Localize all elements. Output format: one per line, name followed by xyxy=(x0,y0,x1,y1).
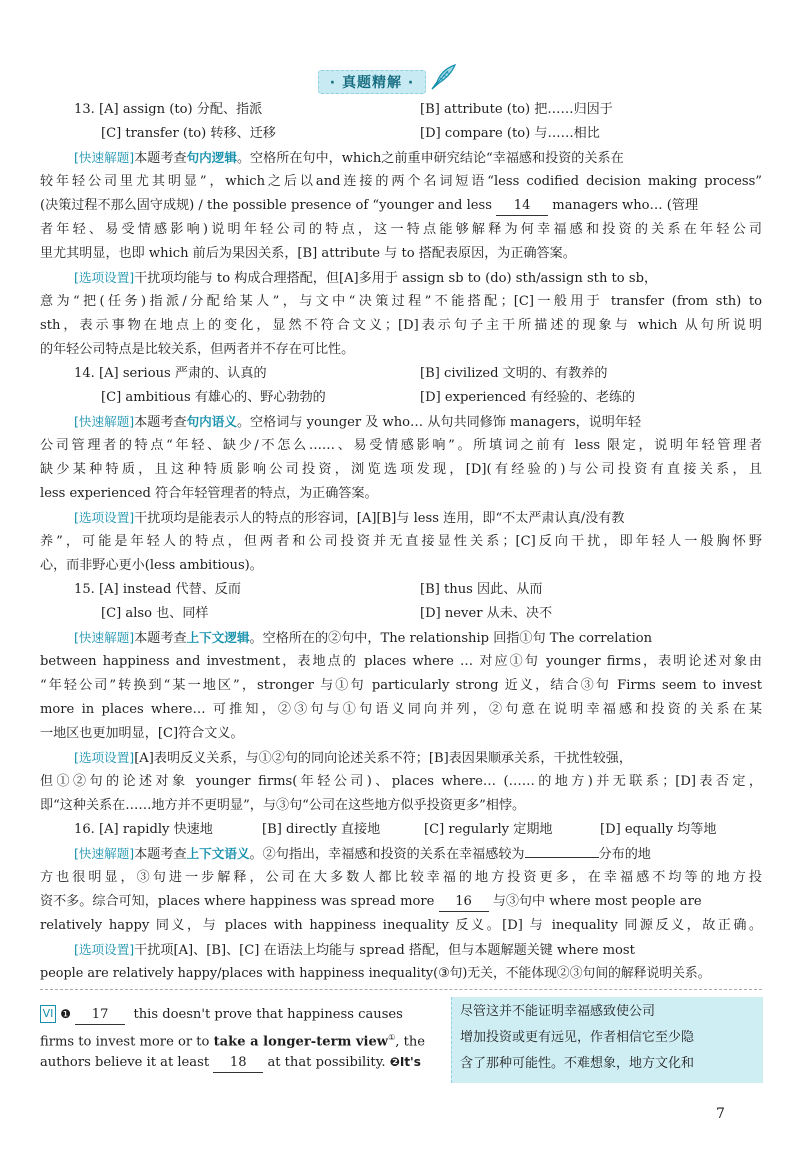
blank-14: 14 xyxy=(496,197,548,216)
text-line: people are relatively happy/places with happiness inequality(③句)无关，不能体现②③句间的解释说明关系。 xyxy=(40,966,711,981)
text-line: less experienced 符合年轻管理者的特点，为正确答案。 xyxy=(40,486,378,501)
q16-option-a: 16. [A] rapidly 快速地 xyxy=(74,822,213,837)
q14-fast-line: [快速解题]本题考查句内语义。空格词与 younger 及 who… 从句共同修饰 managers，说明年轻 xyxy=(74,414,642,430)
q14-option-analysis: [选项设置]干扰项均是能表示人的特点的形容词，[A][B]与 less 连用，即“不太严肃认真/没有教 xyxy=(74,510,625,526)
text-line: 意为“把(任务)指派/分配给某人”，与文中“决策过程”不能搭配；[C]一般用于 transfer (from sth) to xyxy=(40,294,762,309)
q16-option-d: [D] equally 均等地 xyxy=(600,822,717,837)
text-line: 缺少某种特质，且这种特质影响公司投资，浏览选项发现，[D](有经验的)与公司投资有直接关系，且 xyxy=(40,462,762,477)
translation-line: 增加投资或更有远见，作者相信它至少隐 xyxy=(460,1030,695,1045)
q16-fast-line: [快速解题]本题考查上下文语义。②句指出，幸福感和投资的关系在幸福感较为 分布的地 xyxy=(74,846,651,862)
blank-18: 18 xyxy=(213,1054,263,1073)
option-analysis-tag: [选项设置] xyxy=(74,750,135,765)
translation-line: 含了那种可能性。不难想象，地方文化和 xyxy=(460,1056,695,1071)
text-line: 资不多。综合可知，places where happiness was spread more 16 与③句中 where most people are xyxy=(40,890,762,914)
translation-line: 尽管这并不能证明幸福感致使公司 xyxy=(460,1004,656,1019)
translation-box xyxy=(451,997,763,1083)
text-line: between happiness and investment，表地点的 places where … 对应①句 younger firms，表明论述对象由 xyxy=(40,654,762,669)
blank-answer xyxy=(525,857,599,858)
text-line: 者年轻、易受情感影响)说明年轻公司的特点，这一特点能够解释为何幸福感和投资的关系在年轻公司 xyxy=(40,222,762,237)
text-line: more in places where… 可推知，②③句与①句语义同向并列，②句意在说明幸福感和投资的关系在某 xyxy=(40,702,762,717)
fast-solution-tag: [快速解题] xyxy=(74,150,135,165)
fast-solution-tag: [快速解题] xyxy=(74,846,135,861)
q14-option-c: [C] ambitious 有雄心的、野心勃勃的 xyxy=(101,390,326,405)
text-line: 的年轻公司特点是比较关系，但两者并不存在可比性。 xyxy=(40,342,355,357)
keyword: 句内逻辑 xyxy=(186,150,237,165)
text-line: relatively happy 同义，与 places with happiness inequality 反义。[D] 与 inequality 同源反义，故正确。 xyxy=(40,918,762,933)
passage-line: firms to invest more or to take a longer-term view①, the xyxy=(40,1033,426,1050)
text-line: 方也很明显，③句进一步解释，公司在大多数人都比较幸福的地方投资更多，在幸福感不均等的地方投 xyxy=(40,870,762,885)
keyword: 上下文逻辑 xyxy=(186,630,250,645)
section-divider xyxy=(40,989,762,990)
option-analysis-tag: [选项设置] xyxy=(74,270,135,285)
q16-option-b: [B] directly 直接地 xyxy=(262,822,381,837)
paragraph-marker: VI xyxy=(40,1005,56,1023)
keyword: 句内语义 xyxy=(186,414,237,429)
text-line: 但①②句的论述对象 younger firms(年轻公司)、places where… (……的地方)并无联系；[D]表否定， xyxy=(40,774,762,789)
q13-fast-line: [快速解题]本题考查句内逻辑。空格所在句中，which之前重申研究结论“幸福感和投资的关系在 xyxy=(74,150,624,166)
text-line: 养”，可能是年轻人的特点，但两者和公司投资并无直接显性关系；[C]反向干扰，即年轻人一般胸怀野 xyxy=(40,534,762,549)
fast-solution-tag: [快速解题] xyxy=(74,630,135,645)
quill-pen-icon xyxy=(428,62,458,92)
q13-option-a: 13. [A] assign (to) 分配、指派 xyxy=(74,102,263,117)
text-line: “年轻公司”转换到“某一地区”，stronger 与①句 particularly strong 近义，结合③句 Firms seem to invest xyxy=(40,678,762,693)
passage-line: authors believe it at least 18 at that possibility. ❷It's xyxy=(40,1050,438,1074)
q15-option-b: [B] thus 因此、从而 xyxy=(420,582,543,597)
q14-option-b: [B] civilized 文明的、有教养的 xyxy=(420,366,608,381)
q16-option-c: [C] regularly 定期地 xyxy=(424,822,553,837)
passage-line: VI ❶ 17 this doesn't prove that happiness causes xyxy=(40,1002,438,1026)
text-line: 一地区也更加明显，[C]符合文义。 xyxy=(40,726,244,741)
keyword: 上下文语义 xyxy=(186,846,250,861)
highlight-phrase: take a longer-term view xyxy=(213,1034,389,1050)
q15-option-d: [D] never 从未、决不 xyxy=(420,606,553,621)
fast-solution-tag: [快速解题] xyxy=(74,414,135,429)
option-analysis-tag: [选项设置] xyxy=(74,510,135,525)
q15-option-analysis: [选项设置][A]表明反义关系，与①②句的同向论述关系不符；[B]表因果顺承关系，干扰性较强， xyxy=(74,750,632,766)
q14-option-d: [D] experienced 有经验的、老练的 xyxy=(420,390,636,405)
q13-option-d: [D] compare (to) 与……相比 xyxy=(420,126,600,141)
option-analysis-tag: [选项设置] xyxy=(74,942,135,957)
text-line: (决策过程不那么固守成规) / the possible presence of “younger and less 14 managers who… (管理 xyxy=(40,194,762,218)
q14-option-a: 14. [A] serious 严肃的、认真的 xyxy=(74,366,267,381)
page-number: 7 xyxy=(716,1106,725,1122)
q15-fast-line: [快速解题]本题考查上下文逻辑。空格所在的②句中，The relationship 回指①句 The correlation xyxy=(74,630,653,646)
text-line: 较年轻公司里尤其明显”，which之后以and连接的两个名词短语“less codified decision making process” xyxy=(40,174,762,189)
q13-option-b: [B] attribute (to) 把……归因于 xyxy=(420,102,613,117)
q15-option-c: [C] also 也、同样 xyxy=(101,606,209,621)
text-line: sth，表示事物在地点上的变化，显然不符合文义；[D]表示句子主干所描述的现象与 which 从句所说明 xyxy=(40,318,762,333)
q13-option-analysis: [选项设置]干扰项均能与 to 构成合理搭配，但[A]多用于 assign sb to (do) sth/assign sth to sb， xyxy=(74,270,658,286)
q13-option-c: [C] transfer (to) 转移、迁移 xyxy=(101,126,276,141)
q15-option-a: 15. [A] instead 代替、反而 xyxy=(74,582,241,597)
text-line: 即“这种关系在……地方并不更明显”，与③句“公司在这些地方似乎投资更多”相悖。 xyxy=(40,798,526,813)
text-line: 里尤其明显，也即 which 前后为果因关系，[B] attribute 与 to 搭配表原因，为正确答案。 xyxy=(40,246,576,261)
blank-16: 16 xyxy=(439,893,489,912)
text-line: 心，而非野心更小(less ambitious)。 xyxy=(40,558,263,573)
text-line: 公司管理者的特点“年轻、缺少/不怎么……、易受情感影响”。所填词之前有 less 限定，说明年轻管理者 xyxy=(40,438,762,453)
blank-17: 17 xyxy=(75,1006,125,1025)
section-banner: · 真题精解 · xyxy=(318,70,426,94)
q16-option-analysis: [选项设置]干扰项[A]、[B]、[C] 在语法上均能与 spread 搭配，但与本题解题关键 where most xyxy=(74,942,635,958)
